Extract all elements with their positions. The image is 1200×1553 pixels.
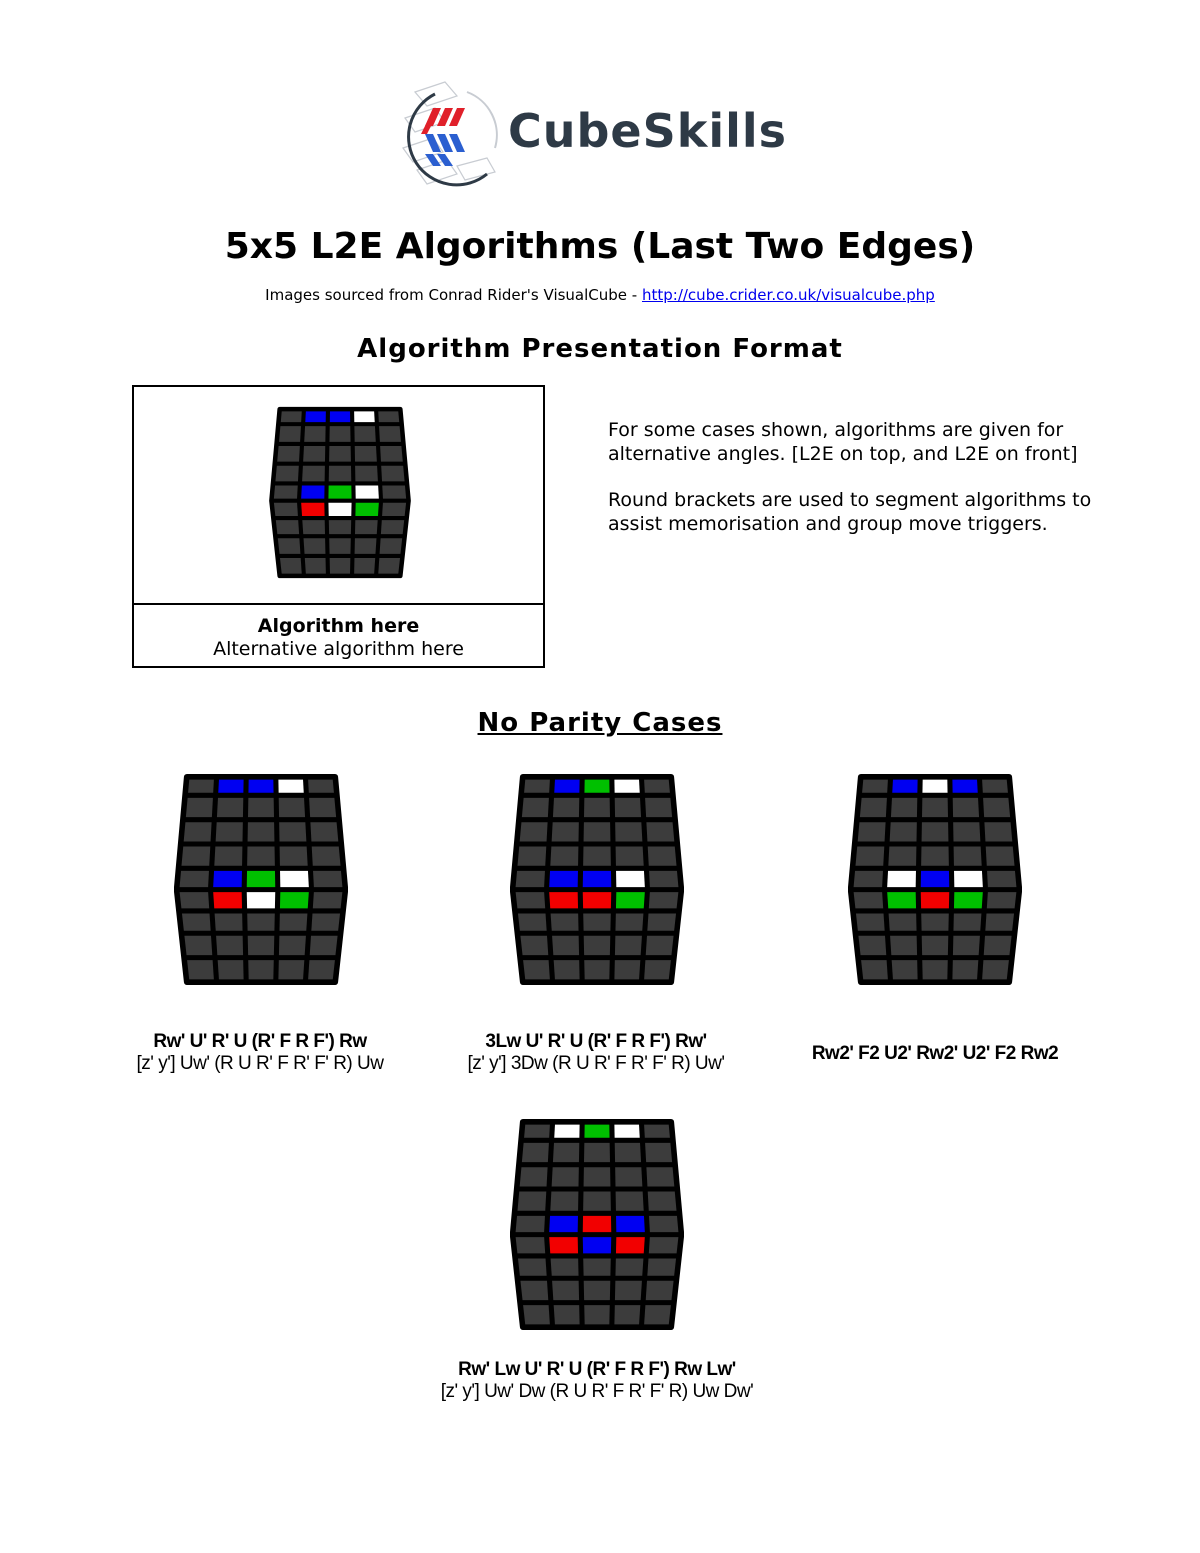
case-3-sticker-dark-r6c4 [985,913,1014,930]
case-3-sticker-dark-r2c4 [984,822,1012,841]
case-3-sticker-dark-r5c4 [987,892,1017,908]
case-1-sticker-dark-r3c2 [247,847,275,866]
format-sticker-dark-r2c0 [277,446,300,462]
case-3-front-edge-lower-sticker-2-r5c2 [921,892,949,908]
format-sticker-dark-r4c4 [382,485,406,498]
case-1-sticker-dark-r7c2 [248,936,275,955]
case-2-sticker-dark-r6c3 [615,913,643,930]
format-sticker-dark-r8c0 [280,558,302,574]
case-2-sticker-dark-r0c4 [644,780,670,793]
case-2-sticker-dark-r8c0 [523,960,550,979]
case-4-sticker-dark-r6c2 [583,1258,611,1275]
case-3-sticker-dark-r0c4 [982,780,1008,793]
case-3-sticker-dark-r5c0 [854,892,884,908]
case-2-sticker-dark-r3c2 [583,847,611,866]
format-sticker-dark-r7c0 [278,538,301,554]
case-4-sticker-dark-r1c4 [645,1143,672,1162]
format-sticker-dark-r1c0 [279,426,301,442]
case-2-sticker-dark-r5c4 [649,892,679,908]
case-3-sticker-dark-r1c1 [891,798,917,817]
case-4-front-edge-lower-sticker-1-r5c1 [549,1237,578,1253]
format-sticker-dark-r3c3 [355,466,378,482]
case-1-sticker-dark-r2c4 [310,822,338,841]
format-sticker-dark-r2c2 [329,446,351,462]
format-sticker-dark-r5c0 [274,503,298,516]
case-2-top-edge-sticker-2-r0c2 [584,780,609,793]
case-1-sticker-dark-r2c1 [216,822,243,841]
case-4-sticker-dark-r3c0 [517,1192,546,1211]
case-1-front-edge-lower-sticker-3-r5c3 [280,892,309,908]
case-1-front-edge-upper-sticker-1-r4c1 [213,871,242,887]
case-2-sticker-dark-r3c3 [616,847,644,866]
case-2-sticker-dark-r0c0 [524,780,550,793]
case-4-sticker-dark-r2c0 [520,1167,548,1186]
image-credit-text: Images sourced from Conrad Rider's VisualCube - [265,286,642,304]
case-2-sticker-dark-r2c4 [646,822,674,841]
case-2-sticker-dark-r1c2 [584,798,610,817]
format-sticker-dark-r4c0 [274,485,298,498]
case-4-sticker-dark-r6c1 [551,1258,579,1275]
case-3-sticker-dark-r7c2 [922,936,949,955]
format-heading: Algorithm Presentation Format [357,334,843,364]
case-2-sticker-dark-r6c2 [583,913,611,930]
case-1-sticker-dark-r7c3 [279,936,306,955]
case-4-sticker-dark-r3c1 [550,1192,578,1211]
case-4-cube-diagram [510,1118,684,1331]
case-2-sticker-dark-r8c3 [614,960,640,979]
format-sticker-dark-r8c1 [305,558,326,574]
format-sticker-dark-r1c3 [354,426,375,442]
case-2-sticker-dark-r5c0 [516,892,546,908]
format-cube-diagram [268,406,412,579]
case-3-sticker-dark-r8c1 [892,960,918,979]
case-1-cube-diagram [174,773,348,986]
format-sticker-dark-r6c2 [329,520,351,534]
case-1-sticker-dark-r0c0 [188,780,214,793]
case-2-alternative: [z' y'] 3Dw (R U R' F R' F' R) Uw' [467,1053,725,1074]
format-sticker-dark-r2c4 [380,446,403,462]
case-3-sticker-dark-r6c2 [921,913,949,930]
format-sticker-dark-r5c4 [382,503,406,516]
case-4-sticker-dark-r4c4 [649,1216,678,1232]
case-1-sticker-dark-r5c4 [313,892,343,908]
case-1-sticker-dark-r5c0 [180,892,210,908]
case-4-sticker-dark-r5c0 [516,1237,546,1253]
case-4-sticker-dark-r0c4 [644,1125,670,1138]
case-3-sticker-dark-r1c4 [983,798,1010,817]
case-1-sticker-dark-r1c1 [217,798,243,817]
format-front-edge-lower-sticker-2-r5c2 [328,503,351,516]
case-2-cube-diagram [510,773,684,986]
format-top-edge-sticker-1-r0c1 [305,411,326,422]
image-credit [0,286,1200,304]
case-1-sticker-dark-r8c4 [308,960,335,979]
case-1-sticker-dark-r4c0 [180,871,209,887]
case-1-sticker-dark-r8c0 [187,960,214,979]
case-2-sticker-dark-r1c3 [615,798,641,817]
case-4-sticker-dark-r3c4 [648,1192,677,1211]
format-sticker-dark-r1c2 [329,426,350,442]
case-3-sticker-dark-r2c0 [858,822,886,841]
case-2-sticker-dark-r2c1 [552,822,579,841]
case-3-front-edge-upper-sticker-3-r4c3 [954,871,983,887]
case-2-sticker-dark-r3c1 [550,847,578,866]
format-sticker-dark-r3c0 [275,466,298,482]
case-3-sticker-dark-r1c3 [953,798,979,817]
case-4-sticker-dark-r8c2 [584,1305,610,1324]
format-sticker-dark-r6c0 [276,520,299,534]
case-3-sticker-dark-r6c0 [856,913,885,930]
format-sticker-dark-r7c3 [355,538,377,554]
case-4-sticker-dark-r8c1 [554,1305,580,1324]
case-3-sticker-dark-r3c3 [954,847,982,866]
case-4-sticker-dark-r8c0 [523,1305,550,1324]
case-4-sticker-dark-r2c2 [584,1167,611,1186]
format-sticker-dark-r6c3 [355,520,378,534]
case-2-top-edge-sticker-3-r0c3 [614,780,639,793]
case-2-front-edge-upper-sticker-2-r4c2 [583,871,612,887]
case-3-cube-diagram [848,773,1022,986]
case-1-sticker-dark-r1c3 [279,798,305,817]
case-2-primary: 3Lw U' R' U (R' F R F') Rw' [485,1031,707,1052]
case-2-sticker-dark-r2c3 [615,822,642,841]
case-1-sticker-dark-r3c4 [312,847,341,866]
case-1-top-edge-sticker-3-r0c3 [278,780,303,793]
case-1-sticker-dark-r8c2 [248,960,274,979]
case-1-sticker-dark-r8c1 [218,960,244,979]
format-sticker-dark-r8c2 [330,558,351,574]
format-front-edge-upper-sticker-3-r4c3 [355,485,378,498]
case-4-sticker-dark-r7c0 [520,1281,548,1300]
case-3-primary: Rw2' F2 U2' Rw2' U2' F2 Rw2 [811,1043,1059,1064]
format-sticker-dark-r7c4 [380,538,403,554]
case-4-sticker-dark-r0c0 [524,1125,550,1138]
case-1-sticker-dark-r2c3 [279,822,306,841]
case-1-sticker-dark-r7c4 [310,936,338,955]
section-heading: No Parity Cases [477,708,723,738]
case-2-sticker-dark-r3c4 [648,847,677,866]
case-2-sticker-dark-r8c1 [554,960,580,979]
format-sticker-dark-r0c0 [281,411,302,422]
case-4-sticker-dark-r5c4 [649,1237,679,1253]
case-2-front-edge-upper-sticker-1-r4c1 [549,871,578,887]
case-4-front-edge-upper-sticker-1-r4c1 [549,1216,578,1232]
case-2-sticker-dark-r8c2 [584,960,610,979]
case-1-primary: Rw' U' R' U (R' F R F') Rw [153,1031,367,1052]
case-2-sticker-dark-r7c1 [552,936,579,955]
case-4-sticker-dark-r3c3 [616,1192,644,1211]
case-1-sticker-dark-r7c0 [184,936,212,955]
format-front-edge-lower-sticker-1-r5c1 [301,503,324,516]
case-4-top-edge-sticker-1-r0c1 [554,1125,579,1138]
case-2-sticker-dark-r3c0 [517,847,546,866]
case-2-sticker-dark-r7c4 [646,936,674,955]
format-sticker-dark-r8c4 [378,558,400,574]
format-front-edge-upper-sticker-1-r4c1 [301,485,324,498]
format-sticker-dark-r2c3 [355,446,377,462]
format-primary-label: Algorithm here [257,615,420,637]
case-4-front-edge-lower-sticker-3-r5c3 [616,1237,645,1253]
case-2-sticker-dark-r4c4 [649,871,678,887]
case-1-sticker-dark-r6c1 [215,913,243,930]
case-3-front-edge-upper-sticker-2-r4c2 [921,871,950,887]
case-1-front-edge-lower-sticker-2-r5c2 [247,892,275,908]
case-1-sticker-dark-r3c1 [214,847,242,866]
brand-name: CubeSkills [508,104,788,158]
case-1-top-edge-sticker-2-r0c2 [248,780,273,793]
case-4-front-edge-upper-sticker-2-r4c2 [583,1216,612,1232]
case-3-sticker-dark-r2c2 [922,822,949,841]
case-4-sticker-dark-r1c3 [615,1143,641,1162]
case-3-sticker-dark-r7c3 [953,936,980,955]
case-2-top-edge-sticker-1-r0c1 [554,780,579,793]
case-1-sticker-dark-r4c4 [313,871,342,887]
case-4-sticker-dark-r7c1 [552,1281,579,1300]
visualcube-link[interactable]: http://cube.crider.co.uk/visualcube.php [641,286,935,304]
case-4-sticker-dark-r3c2 [583,1192,611,1211]
case-4-sticker-dark-r2c3 [615,1167,642,1186]
case-4-sticker-dark-r8c3 [614,1305,640,1324]
case-3-algorithms [785,1043,1085,1065]
case-1-sticker-dark-r2c2 [248,822,275,841]
case-2-sticker-dark-r6c1 [551,913,579,930]
page-title: 5x5 L2E Algorithms (Last Two Edges) [224,226,976,267]
case-4-sticker-dark-r6c3 [615,1258,643,1275]
case-1-sticker-dark-r3c3 [280,847,308,866]
case-4-primary: Rw' Lw U' R' U (R' F R F') Rw Lw' [458,1359,736,1380]
case-3-front-edge-lower-sticker-1-r5c1 [887,892,916,908]
case-1-sticker-dark-r1c2 [248,798,274,817]
case-2-front-edge-lower-sticker-3-r5c3 [616,892,645,908]
case-1-sticker-dark-r7c1 [216,936,243,955]
case-3-sticker-dark-r8c3 [952,960,978,979]
format-sticker-dark-r1c4 [379,426,401,442]
case-4-sticker-dark-r7c4 [646,1281,674,1300]
format-top-edge-sticker-3-r0c3 [354,411,375,422]
format-sticker-dark-r0c4 [378,411,399,422]
case-2-sticker-dark-r7c3 [615,936,642,955]
format-sticker-dark-r3c2 [329,466,352,482]
case-1-sticker-dark-r6c4 [311,913,340,930]
case-4-sticker-dark-r1c1 [553,1143,579,1162]
case-4-alternative: [z' y'] Uw' Dw (R U R' F R' F' R) Uw Dw' [440,1381,754,1402]
case-1-sticker-dark-r0c4 [308,780,334,793]
case-2-sticker-dark-r2c0 [520,822,548,841]
format-front-edge-upper-sticker-2-r4c2 [328,485,351,498]
case-3-front-edge-upper-sticker-1-r4c1 [887,871,916,887]
case-1-sticker-dark-r1c0 [186,798,213,817]
case-2-sticker-dark-r1c0 [522,798,549,817]
format-sticker-dark-r7c1 [304,538,326,554]
case-3-sticker-dark-r3c2 [921,847,949,866]
case-3-sticker-dark-r3c4 [986,847,1015,866]
case-3-front-edge-lower-sticker-3-r5c3 [954,892,983,908]
case-3-sticker-dark-r1c0 [860,798,887,817]
case-3-sticker-dark-r3c0 [855,847,884,866]
case-3-sticker-dark-r7c1 [890,936,917,955]
format-divider [134,603,543,605]
case-4-sticker-dark-r1c2 [584,1143,610,1162]
case-4-sticker-dark-r6c4 [647,1258,676,1275]
case-4-front-edge-upper-sticker-3-r4c3 [616,1216,645,1232]
case-3-sticker-dark-r7c4 [984,936,1012,955]
case-3-sticker-dark-r4c4 [987,871,1016,887]
case-1-sticker-dark-r6c2 [247,913,275,930]
case-4-algorithms [397,1359,797,1403]
case-1-sticker-dark-r6c3 [279,913,307,930]
case-2-sticker-dark-r7c2 [584,936,611,955]
case-1-algorithms [110,1031,410,1075]
format-sticker-dark-r2c1 [303,446,325,462]
case-1-alternative: [z' y'] Uw' (R U R' F R' F' R) Uw [136,1053,384,1074]
case-1-front-edge-upper-sticker-2-r4c2 [247,871,276,887]
case-1-sticker-dark-r8c3 [278,960,304,979]
case-3-sticker-dark-r8c0 [861,960,888,979]
case-2-sticker-dark-r6c0 [518,913,547,930]
case-3-top-edge-sticker-1-r0c1 [892,780,917,793]
note-alternative-angles: For some cases shown, algorithms are given for alternative angles. [L2E on top, and L2E on front] [608,419,1078,465]
case-1-sticker-dark-r3c0 [181,847,210,866]
case-3-sticker-dark-r6c1 [889,913,917,930]
case-3-sticker-dark-r6c3 [953,913,981,930]
case-2-front-edge-lower-sticker-2-r5c2 [583,892,611,908]
case-1-sticker-dark-r6c0 [182,913,211,930]
case-3-sticker-dark-r4c0 [854,871,883,887]
case-2-sticker-dark-r8c4 [644,960,671,979]
case-4-sticker-dark-r8c4 [644,1305,671,1324]
case-2-sticker-dark-r4c0 [516,871,545,887]
case-3-sticker-dark-r8c2 [922,960,948,979]
case-2-front-edge-lower-sticker-1-r5c1 [549,892,578,908]
case-3-sticker-dark-r8c4 [982,960,1009,979]
case-3-sticker-dark-r7c0 [858,936,886,955]
case-2-sticker-dark-r2c2 [584,822,611,841]
case-3-sticker-dark-r2c1 [890,822,917,841]
case-2-sticker-dark-r1c1 [553,798,579,817]
format-alternative-label: Alternative algorithm here [213,638,464,660]
format-front-edge-lower-sticker-3-r5c3 [355,503,378,516]
case-1-front-edge-upper-sticker-3-r4c3 [280,871,309,887]
format-sticker-dark-r3c4 [381,466,404,482]
case-4-sticker-dark-r2c4 [646,1167,674,1186]
format-sticker-dark-r3c1 [302,466,325,482]
case-1-sticker-dark-r1c4 [309,798,336,817]
format-sticker-dark-r1c1 [304,426,325,442]
format-sticker-dark-r7c2 [329,538,351,554]
case-3-sticker-dark-r3c1 [888,847,916,866]
case-4-sticker-dark-r7c2 [584,1281,611,1300]
case-4-sticker-dark-r4c0 [516,1216,545,1232]
case-4-sticker-dark-r6c0 [518,1258,547,1275]
case-4-sticker-dark-r2c1 [552,1167,579,1186]
case-1-sticker-dark-r2c0 [184,822,212,841]
case-1-front-edge-lower-sticker-1-r5c1 [213,892,242,908]
format-sticker-dark-r6c4 [381,520,404,534]
case-3-sticker-dark-r2c3 [953,822,980,841]
format-sticker-dark-r8c3 [354,558,375,574]
format-top-edge-sticker-2-r0c2 [330,411,350,422]
case-4-top-edge-sticker-3-r0c3 [614,1125,639,1138]
case-3-sticker-dark-r1c2 [922,798,948,817]
case-2-sticker-dark-r6c4 [647,913,676,930]
format-sticker-dark-r6c1 [302,520,325,534]
case-4-top-edge-sticker-2-r0c2 [584,1125,609,1138]
case-3-top-edge-sticker-2-r0c2 [922,780,947,793]
case-2-front-edge-upper-sticker-3-r4c3 [616,871,645,887]
case-3-sticker-dark-r0c0 [862,780,888,793]
case-3-top-edge-sticker-3-r0c3 [952,780,977,793]
case-4-sticker-dark-r7c3 [615,1281,642,1300]
case-2-algorithms [446,1031,746,1075]
case-2-sticker-dark-r1c4 [645,798,672,817]
note-round-brackets: Round brackets are used to segment algorithms to assist memorisation and group move triggers. [608,489,1092,535]
case-4-sticker-dark-r1c0 [522,1143,549,1162]
case-2-sticker-dark-r7c0 [520,936,548,955]
case-4-front-edge-lower-sticker-2-r5c2 [583,1237,611,1253]
case-1-top-edge-sticker-1-r0c1 [218,780,243,793]
